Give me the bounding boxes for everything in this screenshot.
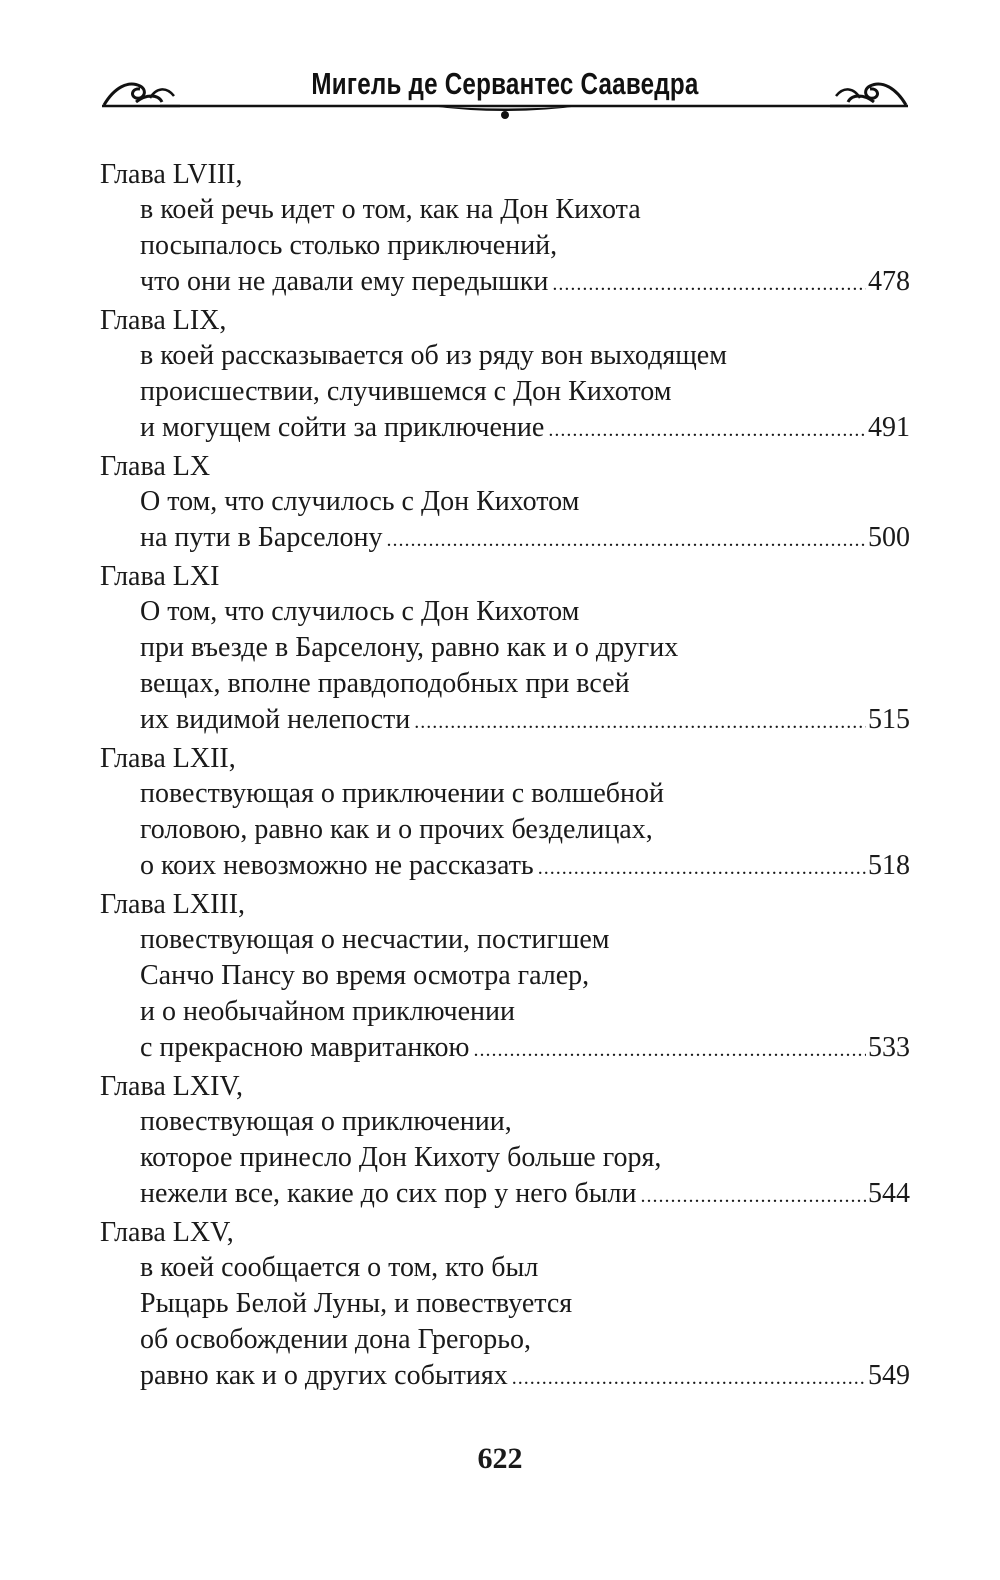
chapter-description-text: их видимой нелепости — [140, 704, 411, 735]
chapter-description-line: в коей сообщается о том, кто был — [140, 1252, 539, 1283]
chapter-description-line: повествующая о несчастии, постигшем — [140, 924, 610, 955]
chapter-description-text: и могущем сойти за приключение — [140, 412, 545, 443]
page-reference: 533 — [868, 1032, 910, 1063]
toc-entry — [100, 742, 910, 888]
dot-leader — [641, 1178, 866, 1214]
toc-entry — [100, 450, 910, 560]
page-reference: 478 — [868, 266, 910, 297]
chapter-description-last-line — [100, 702, 910, 738]
page-reference: 515 — [868, 704, 910, 735]
toc-entry — [100, 888, 910, 1070]
chapter-description-line: Санчо Пансу во время осмотра галер, — [140, 960, 590, 991]
dot-leader — [473, 1032, 866, 1068]
page-reference: 549 — [868, 1360, 910, 1391]
chapter-heading: Глава LXII, — [100, 743, 236, 774]
page-reference: 518 — [868, 850, 910, 881]
page-number: 622 — [477, 1442, 523, 1475]
toc-entry — [100, 1070, 910, 1216]
dot-leader — [512, 1360, 866, 1396]
chapter-description-line: повествующая о приключении, — [140, 1106, 512, 1137]
chapter-description-text: что они не давали ему передышки — [140, 266, 549, 297]
chapter-description-line: повествующая о приключении с волшебной — [140, 778, 665, 809]
chapter-description-text: на пути в Барселону — [140, 522, 383, 553]
chapter-description-line: Рыцарь Белой Луны, и повествуется — [140, 1288, 573, 1319]
chapter-description-line: О том, что случилось с Дон Кихотом — [140, 596, 580, 627]
toc-entry — [100, 158, 910, 304]
chapter-heading: Глава LXIV, — [100, 1071, 244, 1102]
chapter-description-last-line — [100, 1358, 910, 1394]
page-reference: 491 — [868, 412, 910, 443]
chapter-description-line: вещах, вполне правдоподобных при всей — [140, 668, 630, 699]
dot-leader — [552, 266, 866, 302]
toc-entry — [100, 560, 910, 742]
chapter-description-line: в коей рассказывается об из ряду вон выходящем — [140, 340, 727, 371]
chapter-heading: Глава LXIII, — [100, 889, 246, 920]
chapter-description-text: с прекрасною мавританкою — [140, 1032, 470, 1063]
chapter-description-text: нежели все, какие до сих пор у него были — [140, 1178, 637, 1209]
dot-leader — [387, 522, 867, 558]
chapter-description-last-line — [100, 264, 910, 300]
chapter-heading: Глава LIX, — [100, 305, 227, 336]
running-head — [100, 58, 910, 128]
page-reference: 500 — [868, 522, 910, 553]
running-head-title: Мигель де Сервантес Сааведра — [311, 66, 699, 101]
chapter-description-line: О том, что случилось с Дон Кихотом — [140, 486, 580, 517]
chapter-description-last-line — [100, 1176, 910, 1212]
chapter-heading: Глава LXV, — [100, 1217, 234, 1248]
chapter-description-line: происшествии, случившемся с Дон Кихотом — [140, 376, 672, 407]
chapter-description-last-line — [100, 1030, 910, 1066]
chapter-description-text: о коих невозможно не рассказать — [140, 850, 534, 881]
chapter-description-line: и о необычайном приключении — [140, 996, 515, 1027]
chapter-description-last-line — [100, 520, 910, 556]
chapter-description-line: которое принесло Дон Кихоту больше горя, — [140, 1142, 662, 1173]
chapter-description-line: при въезде в Барселону, равно как и о других — [140, 632, 679, 663]
chapter-heading: Глава LXI — [100, 561, 220, 592]
chapter-description-last-line — [100, 848, 910, 884]
toc-entry — [100, 1216, 910, 1398]
dot-leader — [414, 704, 866, 740]
table-of-contents — [100, 158, 910, 1398]
chapter-description-text: равно как и о других событиях — [140, 1360, 508, 1391]
chapter-description-last-line — [100, 410, 910, 446]
chapter-description-line: головою, равно как и о прочих безделицах, — [140, 814, 653, 845]
chapter-heading: Глава LX — [100, 451, 211, 482]
page-reference: 544 — [868, 1178, 910, 1209]
chapter-description-line: об освобождении дона Грегорьо, — [140, 1324, 531, 1355]
chapter-description-line: в коей речь идет о том, как на Дон Кихота — [140, 194, 641, 225]
chapter-heading: Глава LVIII, — [100, 159, 243, 190]
dot-leader — [538, 850, 866, 886]
toc-entry — [100, 304, 910, 450]
dot-leader — [548, 412, 866, 448]
chapter-description-line: посыпалось столько приключений, — [140, 230, 558, 261]
